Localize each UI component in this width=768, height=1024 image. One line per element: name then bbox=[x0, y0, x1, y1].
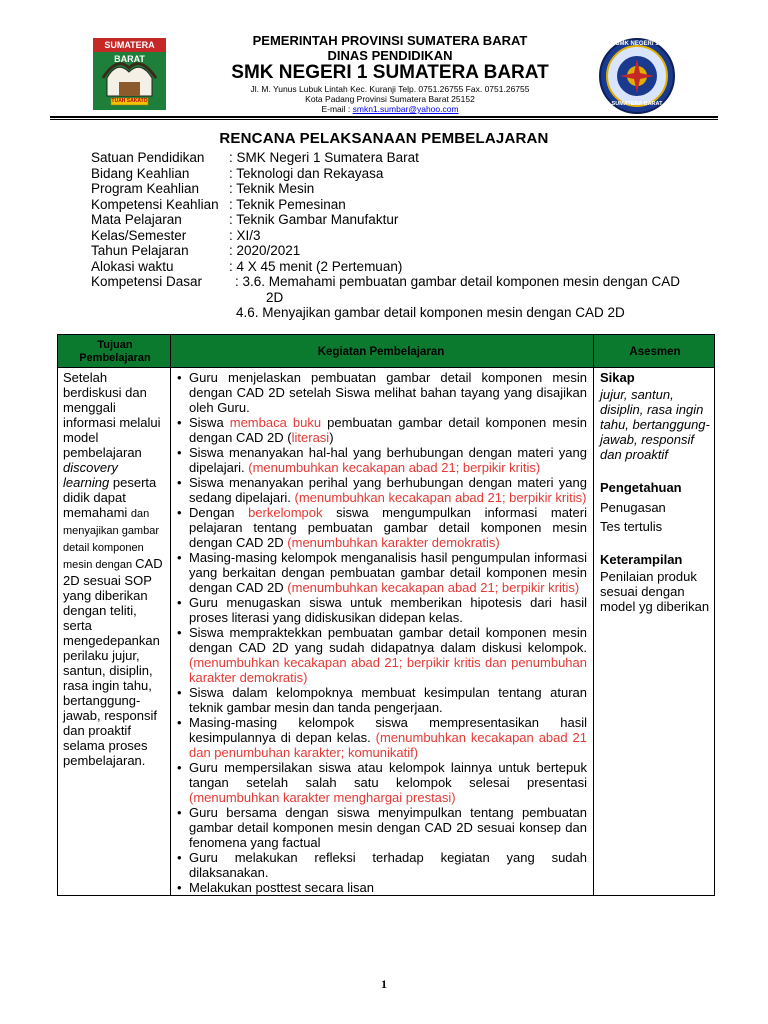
school-logo-subtext: SUMATERA BARAT bbox=[611, 101, 663, 107]
list-item: • Dengan berkelompok siswa mengumpulkan informasi materi pelajaran tentang pembuatan gambar detail komponen mesin dengan CAD 2D (menumbuhkan karakter demokratis) bbox=[175, 505, 587, 550]
list-item: • Guru melakukan refleksi terhadap kegiatan yang sudah dilaksanakan. bbox=[175, 850, 587, 880]
header-email-line bbox=[200, 104, 580, 114]
header-address-line1: Jl. M. Yunus Lubuk Lintah Kec. Kuranji Telp. 0751.26755 Fax. 0751.26755 bbox=[250, 84, 530, 94]
list-item: • Guru mempersilakan siswa atau kelompok lainnya untuk bertepuk tangan setelah salah satu kelompok selesai presentasi (menumbuhkan karakter menghargai prestasi) bbox=[175, 760, 587, 805]
header-address-line2: Kota Padang Provinsi Sumatera Barat 25152 bbox=[305, 94, 475, 104]
list-item: • Siswa menanyakan perihal yang berhubungan dengan materi yang sedang dipelajari. (menumbuhkan kecakapan abad 21; berpikir kritis) bbox=[175, 475, 587, 505]
province-logo-title: SUMATERA BARAT bbox=[93, 38, 166, 52]
page-number: 1 bbox=[381, 977, 387, 991]
document-title: RENCANA PELAKSANAAN PEMBELAJARAN bbox=[219, 130, 549, 147]
header-divider-thin bbox=[50, 119, 718, 120]
kd-line-2: 4.6. Menyajikan gambar detail komponen mesin dengan CAD 2D bbox=[236, 305, 625, 320]
table-header-row bbox=[58, 335, 715, 368]
asesmen-pengetahuan-item: Tes tertulis bbox=[600, 519, 663, 534]
header-school-name: SMK NEGERI 1 SUMATERA BARAT bbox=[231, 62, 549, 83]
list-item: • Guru menugaskan siswa untuk memberikan hipotesis dari hasil proses literasi yang didiskusikan didepan kelas. bbox=[175, 595, 587, 625]
table-row bbox=[58, 368, 715, 896]
asesmen-cell bbox=[594, 368, 715, 896]
list-item: • Masing-masing kelompok menganalisis hasil pengumpulan informasi yang berkaitan dengan pembuatan gambar detail komponen mesin dengan CAD 2D (menumbuhkan kecakapan abad 21; berpikir kritis) bbox=[175, 550, 587, 595]
list-item: • Masing-masing kelompok siswa mempresentasikan hasil kesimpulannya di depan kelas. (menumbuhkan kecakapan abad 21 dan penumbuhan karakter; komunikatif) bbox=[175, 715, 587, 760]
asesmen-sikap-text: jujur, santun, disiplin, rasa ingin tahu, bertanggung-jawab, responsif dan proaktif bbox=[600, 387, 710, 462]
email-link[interactable]: smkn1.sumbar@yahoo.com bbox=[352, 104, 459, 114]
asesmen-keterampilan-title: Keterampilan bbox=[600, 552, 683, 567]
tujuan-text: Setelah berdiskusi dan menggali informasi melalui model pembelajaran discovery learning peserta didik dapat memahami dan menyajikan gambar detail komponen mesin dengan CAD 2D sesuai SOP yang diberikan dengan teliti, serta mengedepankan perilaku jujur, santun, disiplin, rasa ingin tahu, bertanggung-jawab, responsif dan proaktif selama proses pembelajaran. bbox=[63, 370, 163, 768]
header-tujuan: Tujuan Pembelajaran bbox=[58, 335, 171, 368]
list-item: • Guru menjelaskan pembuatan gambar detail komponen mesin dengan CAD 2D setelah Siswa melihat bahan tayang yang disajikan oleh Guru. bbox=[175, 370, 587, 415]
asesmen-sikap-title: Sikap bbox=[600, 370, 635, 385]
email-label: E-mail : bbox=[321, 104, 353, 114]
list-item: • Siswa membaca buku pembuatan gambar detail komponen mesin dengan CAD 2D (literasi) bbox=[175, 415, 587, 445]
header-divider bbox=[50, 116, 718, 118]
school-logo bbox=[598, 37, 676, 115]
province-logo bbox=[93, 38, 166, 110]
header-kegiatan: Kegiatan Pembelajaran bbox=[171, 335, 594, 368]
list-item: • Siswa menanyakan hal-hal yang berhubungan dengan materi yang dipelajari. (menumbuhkan kecakapan abad 21; berpikir kritis) bbox=[175, 445, 587, 475]
asesmen-pengetahuan-item: Penugasan bbox=[600, 500, 666, 515]
tujuan-cell bbox=[58, 368, 171, 896]
province-logo-ribbon: TUAH SAKATO bbox=[111, 98, 148, 104]
school-logo-text: SMK NEGERI 1 bbox=[615, 41, 659, 47]
header-government: PEMERINTAH PROVINSI SUMATERA BARAT bbox=[252, 33, 528, 48]
list-item: • Siswa mempraktekkan pembuatan gambar detail komponen mesin dengan CAD 2D yang sudah didapatnya dalam diskusi kelompok. (menumbuhkan kecakapan abad 21; berpikir kritis dan penumbuhan karakter demokratis) bbox=[175, 625, 587, 685]
header-asesmen: Asesmen bbox=[594, 335, 715, 368]
rpp-table bbox=[57, 334, 715, 896]
list-item: • Guru bersama dengan siswa menyimpulkan tentang pembuatan gambar detail komponen mesin dengan CAD 2D sesuai konsep dan fenomena yang factual bbox=[175, 805, 587, 850]
kegiatan-list bbox=[175, 370, 587, 895]
asesmen-keterampilan-text: Penilaian produk sesuai dengan model yg diberikan bbox=[600, 569, 710, 614]
header-department: DINAS PENDIDIKAN bbox=[327, 48, 453, 63]
kegiatan-cell bbox=[171, 368, 594, 896]
list-item: • Melakukan posttest secara lisan bbox=[175, 880, 587, 895]
list-item: • Siswa dalam kelompoknya membuat kesimpulan tentang aturan teknik gambar mesin dan tanda pengerjaan. bbox=[175, 685, 587, 715]
asesmen-pengetahuan-title: Pengetahuan bbox=[600, 480, 682, 495]
kd-continuation: 2D bbox=[266, 289, 284, 305]
